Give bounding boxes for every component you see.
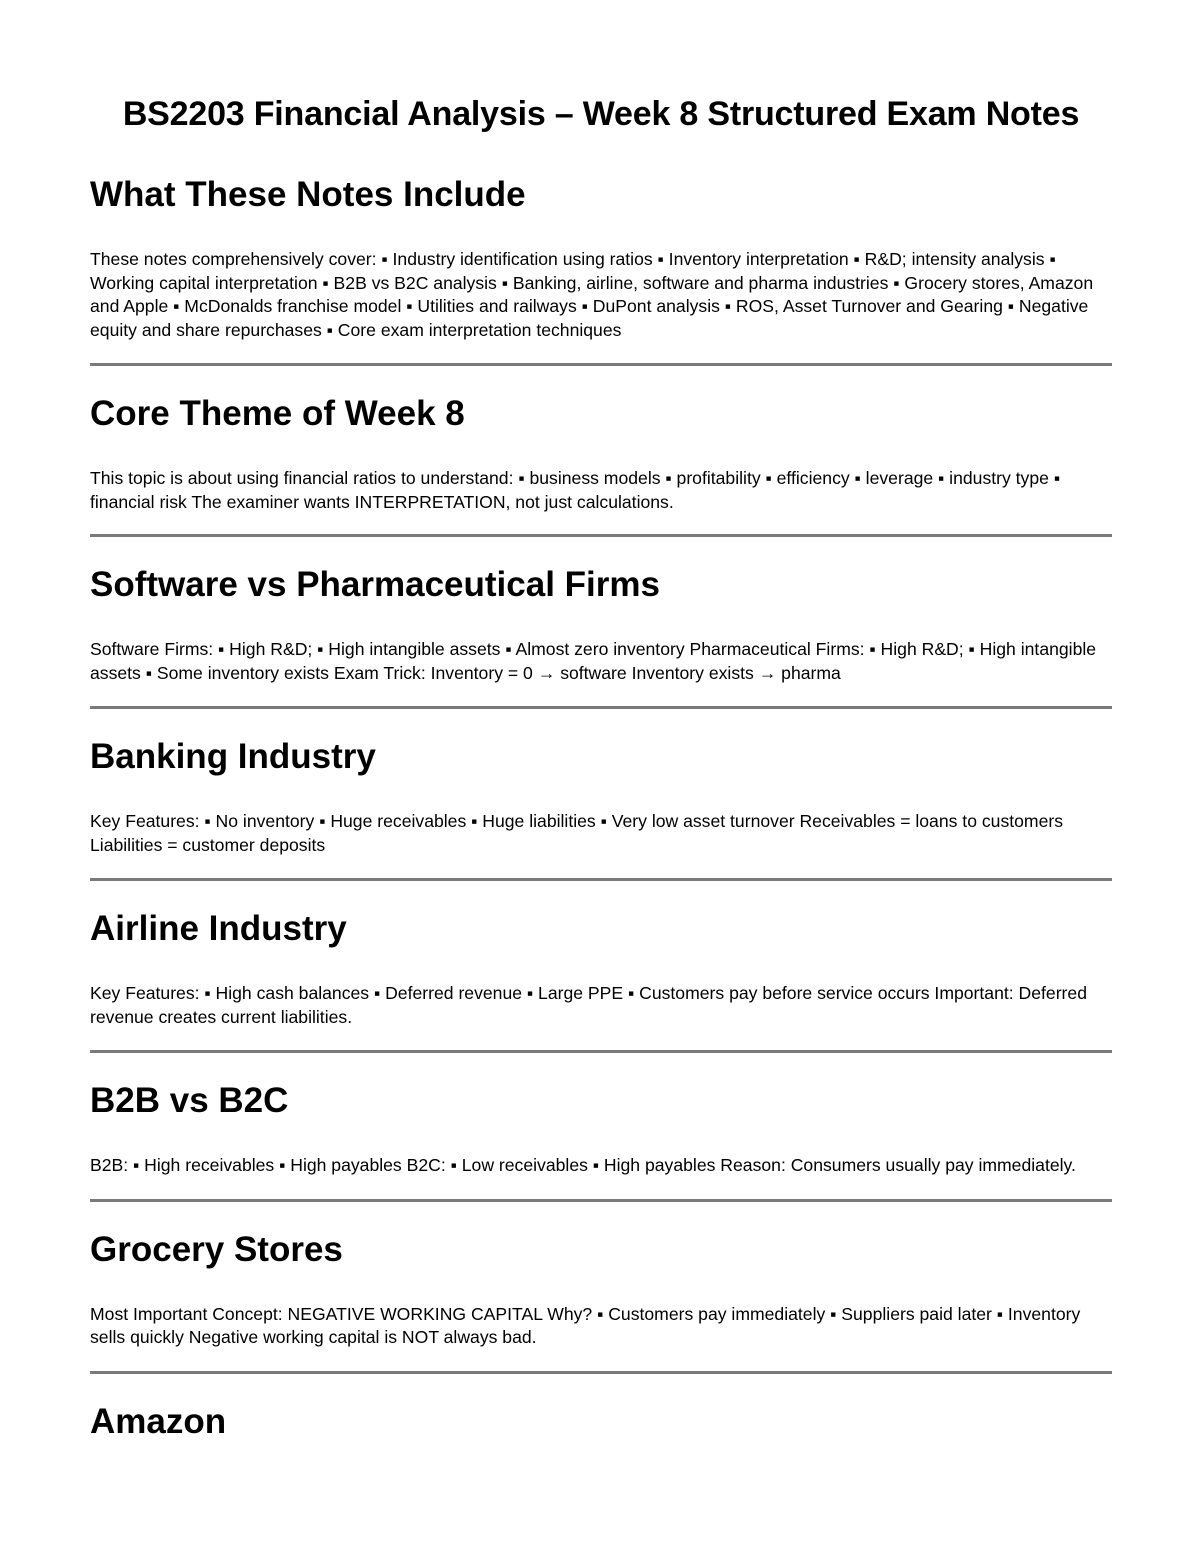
section-body: Key Features: ▪ No inventory ▪ Huge receivables ▪ Huge liabilities ▪ Very low asset turnover Receivables = loans to customers Liabilities = customer deposits [90, 811, 1064, 855]
section-b2b-vs-b2c [90, 1079, 1112, 1202]
section-amazon [90, 1400, 1112, 1444]
section-divider [90, 878, 1112, 881]
section-divider [90, 534, 1112, 537]
section-body: Software Firms: ▪ High R&D; ▪ High intangible assets ▪ Almost zero inventory Pharmaceutical Firms: ▪ High R&D; ▪ High intangible assets ▪ Some inventory exists Exam Trick: Inventory = 0 → software Inventory exists → pharma [90, 639, 1097, 683]
section-heading: Amazon [90, 1401, 227, 1441]
section-body: Key Features: ▪ High cash balances ▪ Deferred revenue ▪ Large PPE ▪ Customers pay before service occurs Important: Deferred revenue creates current liabilities. [90, 983, 1087, 1027]
section-divider [90, 1199, 1112, 1202]
section-divider [90, 706, 1112, 709]
section-divider [90, 1371, 1112, 1374]
section-body: Most Important Concept: NEGATIVE WORKING CAPITAL Why? ▪ Customers pay immediately ▪ Suppliers paid later ▪ Inventory sells quickly Negative working capital is NOT always bad. [90, 1303, 1081, 1347]
section-divider [90, 363, 1112, 366]
section-heading: Core Theme of Week 8 [90, 394, 465, 433]
section-heading: Banking Industry [90, 737, 376, 776]
section-body: B2B: ▪ High receivables ▪ High payables B2C: ▪ Low receivables ▪ High payables Reason: Consumers usually pay immediately. [90, 1155, 1076, 1175]
section-heading: Airline Industry [90, 909, 347, 948]
section-grocery-stores [90, 1228, 1112, 1374]
section-banking [90, 735, 1112, 881]
section-heading: Software vs Pharmaceutical Firms [90, 565, 660, 604]
section-body: This topic is about using financial ratios to understand: ▪ business models ▪ profitability ▪ efficiency ▪ leverage ▪ industry type ▪ financial risk The examiner wants INTERPRETATION, not just calculations. [90, 468, 1061, 512]
section-core-theme [90, 392, 1112, 537]
document-page [90, 88, 1112, 1444]
section-notes-include [90, 173, 1112, 366]
section-airline [90, 907, 1112, 1053]
section-heading: Grocery Stores [90, 1229, 343, 1269]
section-body: These notes comprehensively cover: ▪ Industry identification using ratios ▪ Inventory interpretation ▪ R&D; intensity analysis ▪ Working capital interpretation ▪ B2B vs B2C analysis ▪ Banking, airline, software and pharma industries ▪ Grocery stores, Amazon and Apple ▪ McDonalds franchise model ▪ Utilities and railways ▪ DuPont analysis ▪ ROS, Asset Turnover and Gearing ▪ Negative equity and share repurchases ▪ Core exam interpretation techniques [90, 249, 1094, 340]
section-divider [90, 1050, 1112, 1053]
section-heading: What These Notes Include [90, 175, 526, 214]
section-heading: B2B vs B2C [90, 1081, 289, 1120]
document-title: BS2203 Financial Analysis – Week 8 Structured Exam Notes [122, 95, 1080, 133]
section-software-vs-pharma [90, 563, 1112, 709]
